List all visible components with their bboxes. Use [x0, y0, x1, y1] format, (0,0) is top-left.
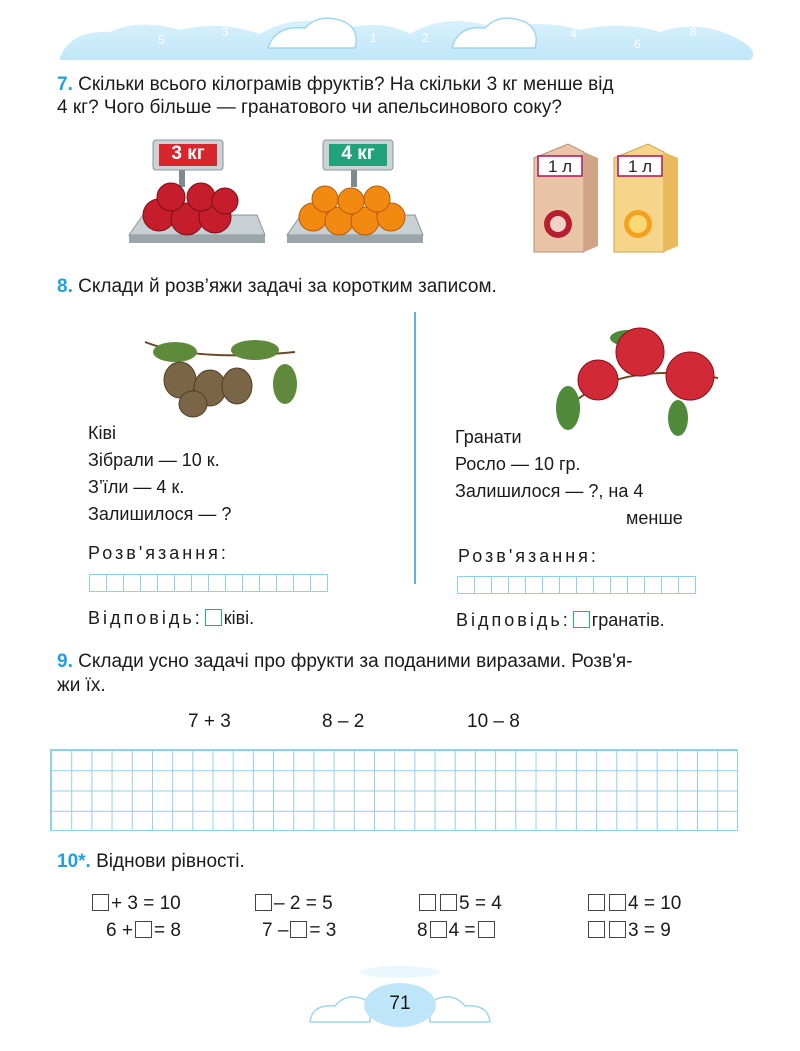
equation-text: 7 – — [262, 920, 289, 941]
equation — [90, 893, 181, 915]
expression: 7 + 3 — [188, 711, 231, 732]
task8-text — [57, 275, 777, 298]
equation-text: – 2 = 5 — [274, 893, 333, 914]
task-text-line: Віднови рівності. — [96, 851, 245, 872]
cloud-digit: 3 — [222, 25, 229, 39]
problem-line: Росло — 10 гр. — [455, 454, 581, 474]
equation-text: = 8 — [153, 920, 181, 941]
equation-text: 6 + — [106, 920, 133, 941]
answer-box[interactable] — [205, 609, 222, 626]
blank-box[interactable] — [478, 921, 495, 938]
task-text-line: Склади й розв’яжи задачі за коротким записом. — [78, 276, 497, 297]
equation-text: 5 = 4 — [459, 893, 502, 914]
page-number: 71 — [389, 993, 411, 1014]
expression: 8 – 2 — [322, 711, 365, 732]
solution-label: Розв'язання: — [458, 546, 599, 566]
blank-box[interactable] — [255, 894, 272, 911]
blank-box[interactable] — [588, 894, 605, 911]
kiwi-problem — [88, 420, 388, 528]
problem-line: Зібрали — 10 к. — [88, 450, 220, 470]
equation — [253, 893, 333, 915]
blank-box[interactable] — [588, 921, 605, 938]
blank-box[interactable] — [419, 894, 436, 911]
task-number: 8. — [57, 276, 73, 297]
blank-box[interactable] — [430, 921, 447, 938]
equation — [262, 920, 336, 942]
task-text-line: жи їх. — [57, 675, 106, 696]
equation — [586, 920, 671, 942]
equation — [417, 920, 497, 942]
answer-suffix: гранатів. — [591, 610, 665, 630]
problem-title: Гранати — [455, 427, 522, 447]
cloud-digit: 8 — [690, 25, 697, 39]
blank-box[interactable] — [440, 894, 457, 911]
task-text-line: Скільки всього кілограмів фруктів? На скільки 3 кг менше від — [78, 74, 614, 95]
task10-text — [57, 850, 777, 873]
equation-text: + 3 = 10 — [111, 893, 181, 914]
problem-line: Залишилося — ?, на 4 — [455, 481, 644, 501]
cloud-digit: 0 — [396, 13, 403, 27]
blank-box[interactable] — [135, 921, 152, 938]
problem-line: менше — [626, 508, 683, 528]
answer-box[interactable] — [573, 611, 590, 628]
scale-label: 3 кг — [171, 143, 205, 164]
task-number: 10*. — [57, 851, 91, 872]
pomegranate-problem — [455, 424, 755, 532]
scale-label: 4 кг — [341, 143, 375, 164]
kiwi-branch-image — [135, 322, 305, 422]
equation-text: = 3 — [309, 920, 337, 941]
column-divider — [414, 312, 416, 584]
juice-orange — [608, 140, 688, 258]
answer-prefix: Відповідь: — [88, 608, 203, 628]
task-number: 9. — [57, 651, 73, 672]
cloud-digit: 2 — [422, 31, 429, 45]
cloud-digit: 5 — [158, 33, 165, 47]
answer-line — [456, 610, 665, 631]
equation-text: 4 = — [448, 920, 476, 941]
equation — [106, 920, 181, 942]
equation-text: 4 = 10 — [628, 893, 682, 914]
task-text-line: Склади усно задачі про фрукти за поданими виразами. Розв'я- — [78, 651, 633, 672]
task9-text — [57, 650, 777, 698]
solution-cells[interactable] — [90, 574, 328, 592]
scale-oranges — [283, 135, 428, 255]
task-text-line: 4 кг? Чого більше — гранатового чи апельсинового соку? — [57, 97, 562, 118]
problem-line: З’їли — 4 к. — [88, 477, 185, 497]
task7-text — [57, 73, 777, 119]
equation-text: 3 = 9 — [628, 920, 671, 941]
equation — [586, 893, 681, 915]
answer-line — [88, 608, 254, 629]
problem-line: Залишилося — ? — [88, 504, 232, 524]
blank-box[interactable] — [609, 894, 626, 911]
header-clouds — [0, 0, 800, 70]
equation — [417, 893, 502, 915]
juice-pomegranate — [528, 140, 608, 258]
cloud-digit: 7 — [108, 19, 115, 33]
cloud-digit: 4 — [570, 27, 577, 41]
cloud-digit: 1 — [370, 31, 377, 45]
solution-cells[interactable] — [458, 576, 696, 594]
equation-text: 8 — [417, 920, 428, 941]
scale-pomegranates — [125, 135, 270, 255]
expression: 10 – 8 — [467, 711, 520, 732]
answer-prefix: Відповідь: — [456, 610, 571, 630]
problem-title: Ківі — [88, 423, 117, 443]
blank-box[interactable] — [92, 894, 109, 911]
solution-label: Розв'язання: — [88, 543, 229, 563]
cloud-digit: 6 — [634, 37, 641, 51]
juice-label: 1 л — [547, 157, 573, 176]
juice-label: 1 л — [627, 157, 653, 176]
writing-grid[interactable] — [50, 749, 738, 831]
blank-box[interactable] — [290, 921, 307, 938]
blank-box[interactable] — [609, 921, 626, 938]
task-number: 7. — [57, 74, 73, 95]
answer-suffix: ківі. — [223, 608, 255, 628]
